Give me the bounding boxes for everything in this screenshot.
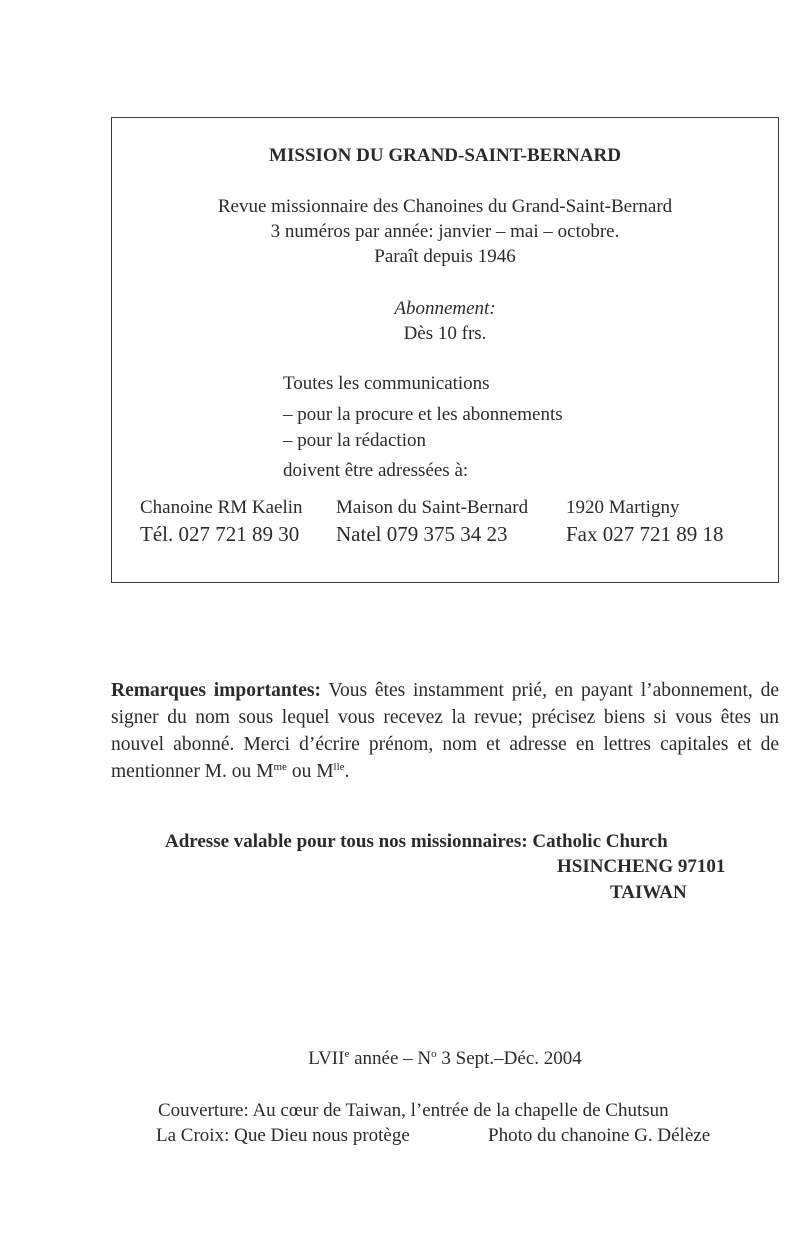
address-line-3: TAIWAN bbox=[610, 882, 687, 903]
issue-number: 3 Sept.–Déc. 2004 bbox=[436, 1048, 582, 1069]
remarks-sup-1: me bbox=[273, 761, 287, 773]
contact-mobile: Natel 079 375 34 23 bbox=[336, 522, 508, 546]
communications-outro: doivent être adressées à: bbox=[283, 460, 469, 481]
issue-number-sup: o bbox=[431, 1048, 437, 1060]
address-line-2: HSINCHENG 97101 bbox=[557, 856, 726, 877]
communications-intro: Toutes les communications bbox=[283, 373, 490, 394]
remarks-text-2: ou M bbox=[286, 761, 334, 782]
address-line-1: Adresse valable pour tous nos missionnaires: Catholic Church bbox=[165, 831, 668, 852]
issue-line bbox=[111, 1048, 779, 1070]
cover-photo-credit: Photo du chanoine G. Délèze bbox=[488, 1125, 711, 1146]
intro-line-3: Paraît depuis 1946 bbox=[374, 246, 516, 267]
cover-caption: Couverture: Au cœur de Taiwan, l’entrée de la chapelle de Chutsun bbox=[158, 1100, 669, 1121]
contact-fax: Fax 027 721 89 18 bbox=[566, 522, 724, 546]
subscription-label: Abonnement: bbox=[394, 298, 496, 319]
intro-line-2: 3 numéros par année: janvier – mai – octobre. bbox=[270, 221, 620, 242]
contact-name: Chanoine RM Kaelin bbox=[140, 497, 303, 518]
contact-city: 1920 Martigny bbox=[566, 497, 680, 518]
remarks-text-1: Vous êtes instamment prié, en payant l’abonnement, de signer du nom sous lequel vous recevez la revue; précisez biens si vous êtes un nouvel abonné. Merci d’écrire prénom, nom et adresse en lettres capitales et de mentionner M. ou M bbox=[111, 680, 779, 782]
contact-phone: Tél. 027 721 89 30 bbox=[140, 522, 300, 546]
issue-volume-sup: e bbox=[344, 1048, 350, 1060]
remarks-text-3: . bbox=[344, 761, 350, 782]
remarks-sup-2: lle bbox=[333, 761, 345, 773]
issue-volume: LVII bbox=[308, 1048, 345, 1069]
masthead-title: MISSION DU GRAND-SAINT-BERNARD bbox=[269, 145, 621, 166]
subscription-price: Dès 10 frs. bbox=[403, 323, 487, 344]
issue-year-label: année – N bbox=[349, 1048, 432, 1069]
important-remarks bbox=[111, 677, 779, 785]
remarks-label: Remarques importantes: bbox=[111, 680, 321, 701]
communications-item-procure: – pour la procure et les abonnements bbox=[283, 404, 563, 425]
contact-house: Maison du Saint-Bernard bbox=[336, 497, 529, 518]
communications-item-redaction: – pour la rédaction bbox=[283, 430, 426, 451]
intro-line-1: Revue missionnaire des Chanoines du Grand-Saint-Bernard bbox=[217, 196, 673, 217]
cover-cross-caption: La Croix: Que Dieu nous protège bbox=[156, 1125, 410, 1146]
